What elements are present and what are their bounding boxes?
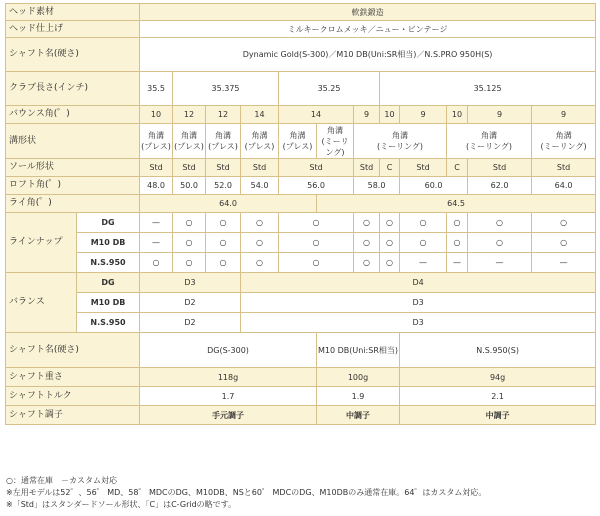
shaft-kick-cell: 中調子 xyxy=(317,406,400,425)
shaft-weight-cell: 100g xyxy=(317,368,400,387)
lineup-cell: ○ xyxy=(400,233,447,253)
lie-cell: 64.0 xyxy=(140,195,317,213)
shaft-name2-label: シャフト名(硬さ) xyxy=(6,333,140,368)
sole-cell: Std xyxy=(532,159,596,177)
loft-cell: 54.0 xyxy=(241,177,279,195)
lineup-cell: — xyxy=(532,253,596,273)
sole-cell: C xyxy=(447,159,468,177)
bounce-cell: 9 xyxy=(354,106,380,124)
club-length-cell: 35.125 xyxy=(380,72,596,106)
bounce-cell: 10 xyxy=(140,106,173,124)
loft-cell: 60.0 xyxy=(400,177,468,195)
sole-cell: Std xyxy=(279,159,354,177)
lineup-cell: ○ xyxy=(241,253,279,273)
row-shaft-name xyxy=(6,38,596,72)
loft-cell: 56.0 xyxy=(279,177,354,195)
lineup-cell: — xyxy=(140,233,173,253)
groove-method: (プレス) xyxy=(174,142,204,151)
sole-cell: Std xyxy=(241,159,279,177)
row-lineup-ns950 xyxy=(6,253,596,273)
sole-cell: Std xyxy=(400,159,447,177)
groove-cell xyxy=(206,124,241,159)
balance-shaft-name: DG xyxy=(77,273,140,293)
shaft-kick-cell: 手元調子 xyxy=(140,406,317,425)
lineup-shaft-name: M10 DB xyxy=(77,233,140,253)
groove-cell xyxy=(447,124,532,159)
lineup-cell: ○ xyxy=(532,233,596,253)
lineup-cell: — xyxy=(447,253,468,273)
row-bounce-angle xyxy=(6,106,596,124)
groove-method: (プレス) xyxy=(141,142,171,151)
lineup-cell: ○ xyxy=(241,233,279,253)
balance-cell: D2 xyxy=(140,293,241,313)
lineup-cell: — xyxy=(468,253,532,273)
shaft-name2-cell: M10 DB(Uni:SR相当) xyxy=(317,333,400,368)
lineup-cell: ○ xyxy=(206,213,241,233)
lineup-cell: ○ xyxy=(354,253,380,273)
shaft-kick-label: シャフト調子 xyxy=(6,406,140,425)
bounce-cell: 12 xyxy=(173,106,206,124)
groove-cell xyxy=(140,124,173,159)
bounce-cell: 9 xyxy=(532,106,596,124)
bounce-cell: 10 xyxy=(380,106,400,124)
loft-cell: 64.0 xyxy=(532,177,596,195)
footnote-line: ※左用モデルは52゜、56゜ MD、58゜ MDCのDG、M10DB、NSと60゜ MDCのDG、M10DBのみ通常在庫。64゜はカスタム対応。 xyxy=(6,488,487,497)
row-balance-dg xyxy=(6,273,596,293)
loft-cell: 48.0 xyxy=(140,177,173,195)
balance-shaft-name: M10 DB xyxy=(77,293,140,313)
balance-cell: D2 xyxy=(140,313,241,333)
lineup-cell: ○ xyxy=(173,233,206,253)
shaft-torque-cell: 1.7 xyxy=(140,387,317,406)
lineup-cell: ○ xyxy=(140,253,173,273)
lineup-cell: — xyxy=(400,253,447,273)
groove-cell xyxy=(354,124,447,159)
loft-angle-label: ロフト角(゜) xyxy=(6,177,140,195)
groove-type: 角溝 xyxy=(181,131,198,140)
shaft-weight-cell: 94g xyxy=(400,368,596,387)
lineup-cell: ○ xyxy=(206,233,241,253)
groove-type: 角溝 xyxy=(555,131,572,140)
club-length-cell: 35.25 xyxy=(279,72,380,106)
lineup-cell: ○ xyxy=(380,253,400,273)
row-lineup-dg xyxy=(6,213,596,233)
row-club-length xyxy=(6,72,596,106)
spec-table xyxy=(5,3,596,425)
groove-method: (プレス) xyxy=(244,142,275,151)
groove-method: (プレス) xyxy=(282,142,313,151)
balance-cell: D3 xyxy=(241,293,596,313)
club-length-cell: 35.5 xyxy=(140,72,173,106)
groove-shape-label: 溝形状 xyxy=(6,124,140,159)
groove-method: (ミーリング) xyxy=(376,142,424,151)
lineup-cell: ○ xyxy=(206,253,241,273)
club-length-cell: 35.375 xyxy=(173,72,279,106)
groove-method: (ミーリング) xyxy=(540,142,587,151)
shaft-torque-label: シャフトトルク xyxy=(6,387,140,406)
lineup-cell: ○ xyxy=(241,213,279,233)
groove-type: 角溝 xyxy=(215,131,232,140)
lineup-cell: ○ xyxy=(279,233,354,253)
shaft-name-label: シャフト名(硬さ) xyxy=(6,38,140,72)
bounce-cell: 14 xyxy=(241,106,279,124)
groove-type: 角溝 xyxy=(327,125,344,135)
lineup-cell: ○ xyxy=(173,253,206,273)
shaft-name2-cell: N.S.950(S) xyxy=(400,333,596,368)
loft-cell: 50.0 xyxy=(173,177,206,195)
groove-cell xyxy=(532,124,596,159)
groove-type: 角溝 xyxy=(289,131,306,140)
groove-method: (ミーリング) xyxy=(321,136,349,157)
row-shaft-kick xyxy=(6,406,596,425)
row-sole-shape xyxy=(6,159,596,177)
lie-cell: 64.5 xyxy=(317,195,596,213)
lineup-cell: ○ xyxy=(468,213,532,233)
row-balance-m10 xyxy=(6,293,596,313)
bounce-cell: 12 xyxy=(206,106,241,124)
bounce-cell: 10 xyxy=(447,106,468,124)
lineup-cell: ○ xyxy=(400,213,447,233)
balance-cell: D3 xyxy=(140,273,241,293)
loft-cell: 58.0 xyxy=(354,177,400,195)
groove-cell xyxy=(173,124,206,159)
shaft-name-value: Dynamic Gold(S-300)／M10 DB(Uni:SR相当)／N.S.PRO 950H(S) xyxy=(140,38,596,72)
groove-cell xyxy=(317,124,354,159)
groove-type: 角溝 xyxy=(251,131,268,140)
shaft-weight-label: シャフト重さ xyxy=(6,368,140,387)
groove-type: 角溝 xyxy=(392,131,409,140)
balance-cell: D3 xyxy=(241,313,596,333)
balance-label: バランス xyxy=(6,273,77,333)
row-head-material xyxy=(6,4,596,21)
lineup-cell: ○ xyxy=(380,233,400,253)
head-material-value: 軟鉄鍛造 xyxy=(140,4,596,21)
footnotes xyxy=(6,475,596,511)
head-finish-label: ヘッド仕上げ xyxy=(6,21,140,38)
footnote-line: ○：通常在庫 －カスタム対応 xyxy=(6,476,117,485)
lineup-cell: ○ xyxy=(279,253,354,273)
row-loft-angle xyxy=(6,177,596,195)
lineup-shaft-name: N.S.950 xyxy=(77,253,140,273)
lineup-cell: ○ xyxy=(173,213,206,233)
lineup-cell: — xyxy=(140,213,173,233)
lineup-cell: ○ xyxy=(447,213,468,233)
lineup-label: ラインナップ xyxy=(6,213,77,273)
lineup-shaft-name: DG xyxy=(77,213,140,233)
club-length-label: クラブ長さ(インチ) xyxy=(6,72,140,106)
balance-shaft-name: N.S.950 xyxy=(77,313,140,333)
bounce-cell: 14 xyxy=(279,106,354,124)
head-material-label: ヘッド素材 xyxy=(6,4,140,21)
groove-type: 角溝 xyxy=(148,131,165,140)
bounce-cell: 9 xyxy=(400,106,447,124)
sole-cell: Std xyxy=(206,159,241,177)
row-lineup-m10 xyxy=(6,233,596,253)
lineup-cell: ○ xyxy=(279,213,354,233)
lie-angle-label: ライ角(゜) xyxy=(6,195,140,213)
shaft-torque-cell: 2.1 xyxy=(400,387,596,406)
lineup-cell: ○ xyxy=(468,233,532,253)
loft-cell: 52.0 xyxy=(206,177,241,195)
shaft-kick-cell: 中調子 xyxy=(400,406,596,425)
groove-method: (ミーリング) xyxy=(465,142,513,151)
lineup-cell: ○ xyxy=(532,213,596,233)
bounce-cell: 9 xyxy=(468,106,532,124)
groove-type: 角溝 xyxy=(481,131,498,140)
groove-method: (プレス) xyxy=(208,142,238,151)
shaft-weight-cell: 118g xyxy=(140,368,317,387)
shaft-torque-cell: 1.9 xyxy=(317,387,400,406)
lineup-cell: ○ xyxy=(380,213,400,233)
sole-cell: Std xyxy=(354,159,380,177)
row-shaft-torque xyxy=(6,387,596,406)
loft-cell: 62.0 xyxy=(468,177,532,195)
shaft-name2-cell: DG(S-300) xyxy=(140,333,317,368)
sole-cell: C xyxy=(380,159,400,177)
row-shaft-weight xyxy=(6,368,596,387)
sole-cell: Std xyxy=(468,159,532,177)
groove-cell xyxy=(241,124,279,159)
sole-shape-label: ソール形状 xyxy=(6,159,140,177)
row-balance-ns950 xyxy=(6,313,596,333)
sole-cell: Std xyxy=(173,159,206,177)
row-shaft-name2 xyxy=(6,333,596,368)
balance-cell: D4 xyxy=(241,273,596,293)
bounce-angle-label: バウンス角(゜) xyxy=(6,106,140,124)
groove-cell xyxy=(279,124,317,159)
footnote-line: ※「Std」はスタンダードソール形状、「C」はC-Gridの略です。 xyxy=(6,500,237,509)
lineup-cell: ○ xyxy=(354,233,380,253)
head-finish-value: ミルキークロムメッキ／ニュー・ビンテージ xyxy=(140,21,596,38)
lineup-cell: ○ xyxy=(354,213,380,233)
row-groove-shape xyxy=(6,124,596,159)
lineup-cell: ○ xyxy=(447,233,468,253)
row-lie-angle xyxy=(6,195,596,213)
row-head-finish xyxy=(6,21,596,38)
sole-cell: Std xyxy=(140,159,173,177)
